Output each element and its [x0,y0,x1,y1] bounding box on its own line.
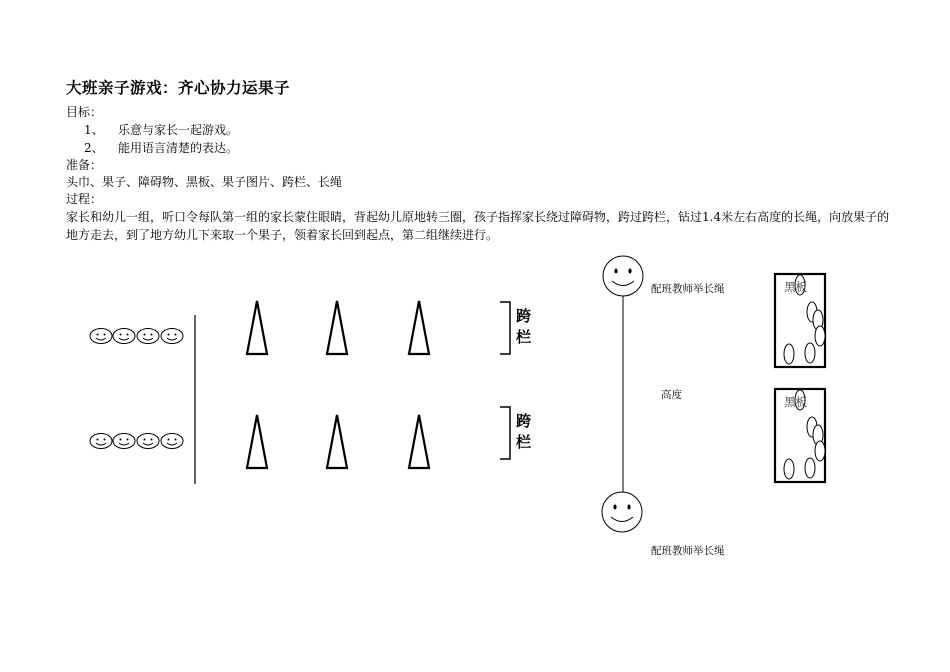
hurdle-label-char: 栏 [516,328,532,346]
process-heading: 过程： [66,192,103,206]
height-label: 高度 [661,389,682,401]
fruit-icon [805,343,815,363]
team-bottom-children [90,434,183,449]
hurdle-label-char: 跨 [516,412,532,430]
team-top-children [90,329,183,344]
hurdle-bottom-bracket [500,407,510,459]
goal-heading: 目标： [66,105,103,119]
goal-number: 1、 [84,123,104,137]
goal-text: 乐意与家长一起游戏。 [118,123,239,137]
hurdle-top-bracket [500,302,510,354]
prep-heading: 准备： [66,158,103,172]
obstacles-top [247,301,429,354]
teacher-bottom-label: 配班教师举长绳 [651,545,725,557]
fruit-icon [815,326,825,346]
fruit-icon [815,441,825,461]
hurdle-bottom-label [516,411,534,453]
fruit-icon [784,459,794,479]
fruit-icon [805,458,815,478]
goal-number: 2、 [84,141,104,155]
process-text: 家长和幼儿一组，听口令每队第一组的家长蒙住眼睛，背起幼儿原地转三圈，孩子指挥家长绕过障碍物，跨过跨栏，钻过1.4米左右高度的长绳，向放果子的地方走去，到了地方幼儿下来取一个果子，领着家长回到起点，第二组继续进行。 [66,210,890,242]
fruit-icon [784,344,794,364]
blackboard-top-label: 黑板 [784,280,807,294]
goal-text: 能用语言清楚的表达。 [118,141,239,155]
prep-items: 头巾、果子、障碍物、黑板、果子图片、跨栏、长绳 [66,175,343,189]
blackboard-bottom-label: 黑板 [784,395,807,409]
obstacles-bottom [247,415,429,468]
hurdle-label-char: 跨 [516,307,532,325]
teacher-bottom-face-icon [602,492,642,532]
teacher-top-face-icon [603,256,643,296]
hurdle-top-label [516,306,534,348]
page-title: 大班亲子游戏：齐心协力运果子 [66,79,291,97]
hurdle-label-char: 栏 [516,433,532,451]
teacher-top-label: 配班教师举长绳 [651,283,725,295]
